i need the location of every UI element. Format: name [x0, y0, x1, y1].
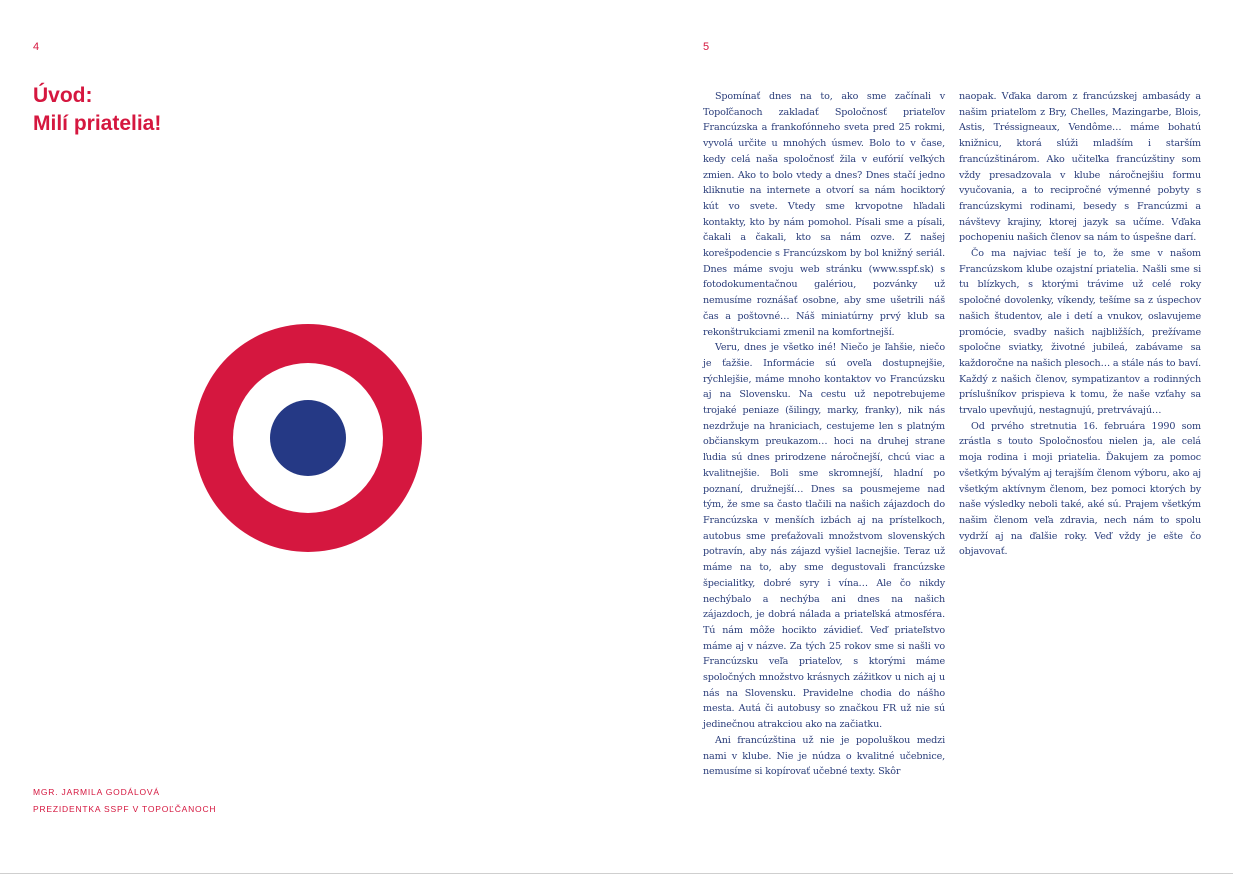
- page-number-left: 4: [33, 41, 40, 53]
- title-line-1: Úvod:: [33, 84, 93, 107]
- paragraph: Spomínať dnes na to, ako sme začínali v Topoľčanoch zakladať Spoločnosť priateľov Francúzska a frankofónneho sveta pred 25 rokmi, vyvolá určite u mnohých úsmev. Bolo to v čase, kedy celá naša spoločnosť žila v eufórií veľkých zmien. Ako to bolo vtedy a dnes? Dnes stačí jedno kliknutie na internete a otvorí sa nám hociktorý kút vo svete. Vtedy sme krvopotne hľadali kontakty, kto by nám pomohol. Písali sme a písali, čakali a čakali, kto sa nám ozve. Z našej korešpodencie s Francúzskom by bol knižný seriál. Dnes máme svoju web stránku (www.sspf.sk) s fotodokumentačnou galériou, pozvánky už nemusíme roznášať osobne, aby sme ušetrili náš čas a poštovné… Náš miniatúrny prvý klub sa rekonštrukciami zmenil na komfortnejší.: [703, 91, 945, 338]
- author-signature: [33, 784, 216, 818]
- paragraph: Veru, dnes je všetko iné! Niečo je ľahšie, niečo je ťažšie. Informácie sú oveľa dostupnejšie, rýchlejšie, máme mnoho kontaktov vo Francúzsku aj na Slovensku. Na cestu už nepotrebujeme trojaké peniaze (šilingy, marky, franky), nik nás nezdržuje na hraniciach, cestujeme len s platným občianskym preukazom… hoci na druhej strane ľudia sú dnes prirodzene náročnejší, chcú viac a kvalitnejšie. Boli sme skromnejší, hladní po poznaní, družnejší… Dnes sa pousmejeme nad tým, že sme sa často tlačili na našich zájazdoch do Francúzska v menších izbách aj na prístelkoch, autobus sme preťažovali množstvom slovenských potravín, aby nás zájazd vyšiel lacnejšie. Teraz už máme na to, aby sme degustovali francúzske špecialitky, dobré syry i vína… Ale čo nikdy nechýbalo a nechýba ani dnes na našich zájazdoch, je dobrá nálada a priateľská atmosféra. Tú nám môže hocikto závidieť. Veď priateľstvo máme aj v názve. Za tých 25 rokov sme si našli vo Francúzsku veľa priateľov, s ktorými máme spoločných množstvo krásnych zážitkov u nich aj u nás na Slovensku. Pravidelne chodia do nášho mesta. Autá či autobusy so značkou FR už nie sú jedinečnou atrakciou ako na začiatku.: [703, 342, 945, 731]
- page-bottom-divider: [0, 873, 1233, 874]
- paragraph: Od prvého stretnutia 16. februára 1990 som zrástla s touto Spoločnosťou nielen ja, ale celá moja rodina i moji priatelia. Ďakujem za pomoc všetkým bývalým aj terajším členom výboru, ako aj všetkým aktívnym členom, bez pomoci ktorých by naše výsledky neboli také, aké sú. Prajem všetkým našim členom veľa zdravia, nech nám to spolu vydrží aj na ďalšie roky. Veď vždy je ešte čo objavovať.: [959, 420, 1201, 558]
- paragraph: naopak. Vďaka darom z francúzskej ambasády a našim priateľom z Bry, Chelles, Mazingarbe, Blois, Astis, Tréssigneaux, Vendôme… máme bohatú knižnicu, ktorá slúži mladším i starším francúzštinárom. Ako učiteľka francúzštiny som vždy presadzovala v klube náročnejšiu formu vyučovania, a to recipročné výmenné pobyty s francúzskymi rodinami, besedy s Francúzmi a návštevy krajiny, ktorej jazyk sa učíme. Vďaka pochopeniu našich členov sa nám to úspešne darí.: [959, 91, 1201, 244]
- author-name: MGR. JARMILA GODÁLOVÁ: [33, 787, 160, 797]
- page-title: [33, 82, 161, 138]
- text-column-1: [703, 89, 945, 780]
- paragraph: Čo ma najviac teší je to, že sme v našom Francúzskom klube ozajstní priatelia. Našli sme si tu blízkych, s ktorými trávime už celé roky spoločné dovolenky, víkendy, tešíme sa z úspechov našich študentov, ale i detí a vnukov, oslavujeme promócie, svadby našich najbližších, prežívame spoločne sviatky, životné jubileá, zabávame sa každoročne na našich plesoch… a stále nás to baví. Každý z našich členov, sympatizantov a rodinných príslušníkov prispieva k tomu, že naše vzťahy sa trvalo upevňujú, nestagnujú, pretrvávajú…: [959, 248, 1201, 417]
- text-column-2: [959, 89, 1201, 560]
- title-line-2: Milí priatelia!: [33, 112, 162, 135]
- french-roundel-icon: [194, 324, 422, 552]
- page-number-right: 5: [703, 41, 710, 53]
- paragraph: Ani francúzština už nie je popoluškou medzi nami v klube. Nie je núdza o kvalitné učebnice, nemusíme si kopírovať učebné texty. Skôr: [703, 734, 945, 778]
- author-role: PREZIDENTKA SSPF V TOPOĽČANOCH: [33, 804, 217, 814]
